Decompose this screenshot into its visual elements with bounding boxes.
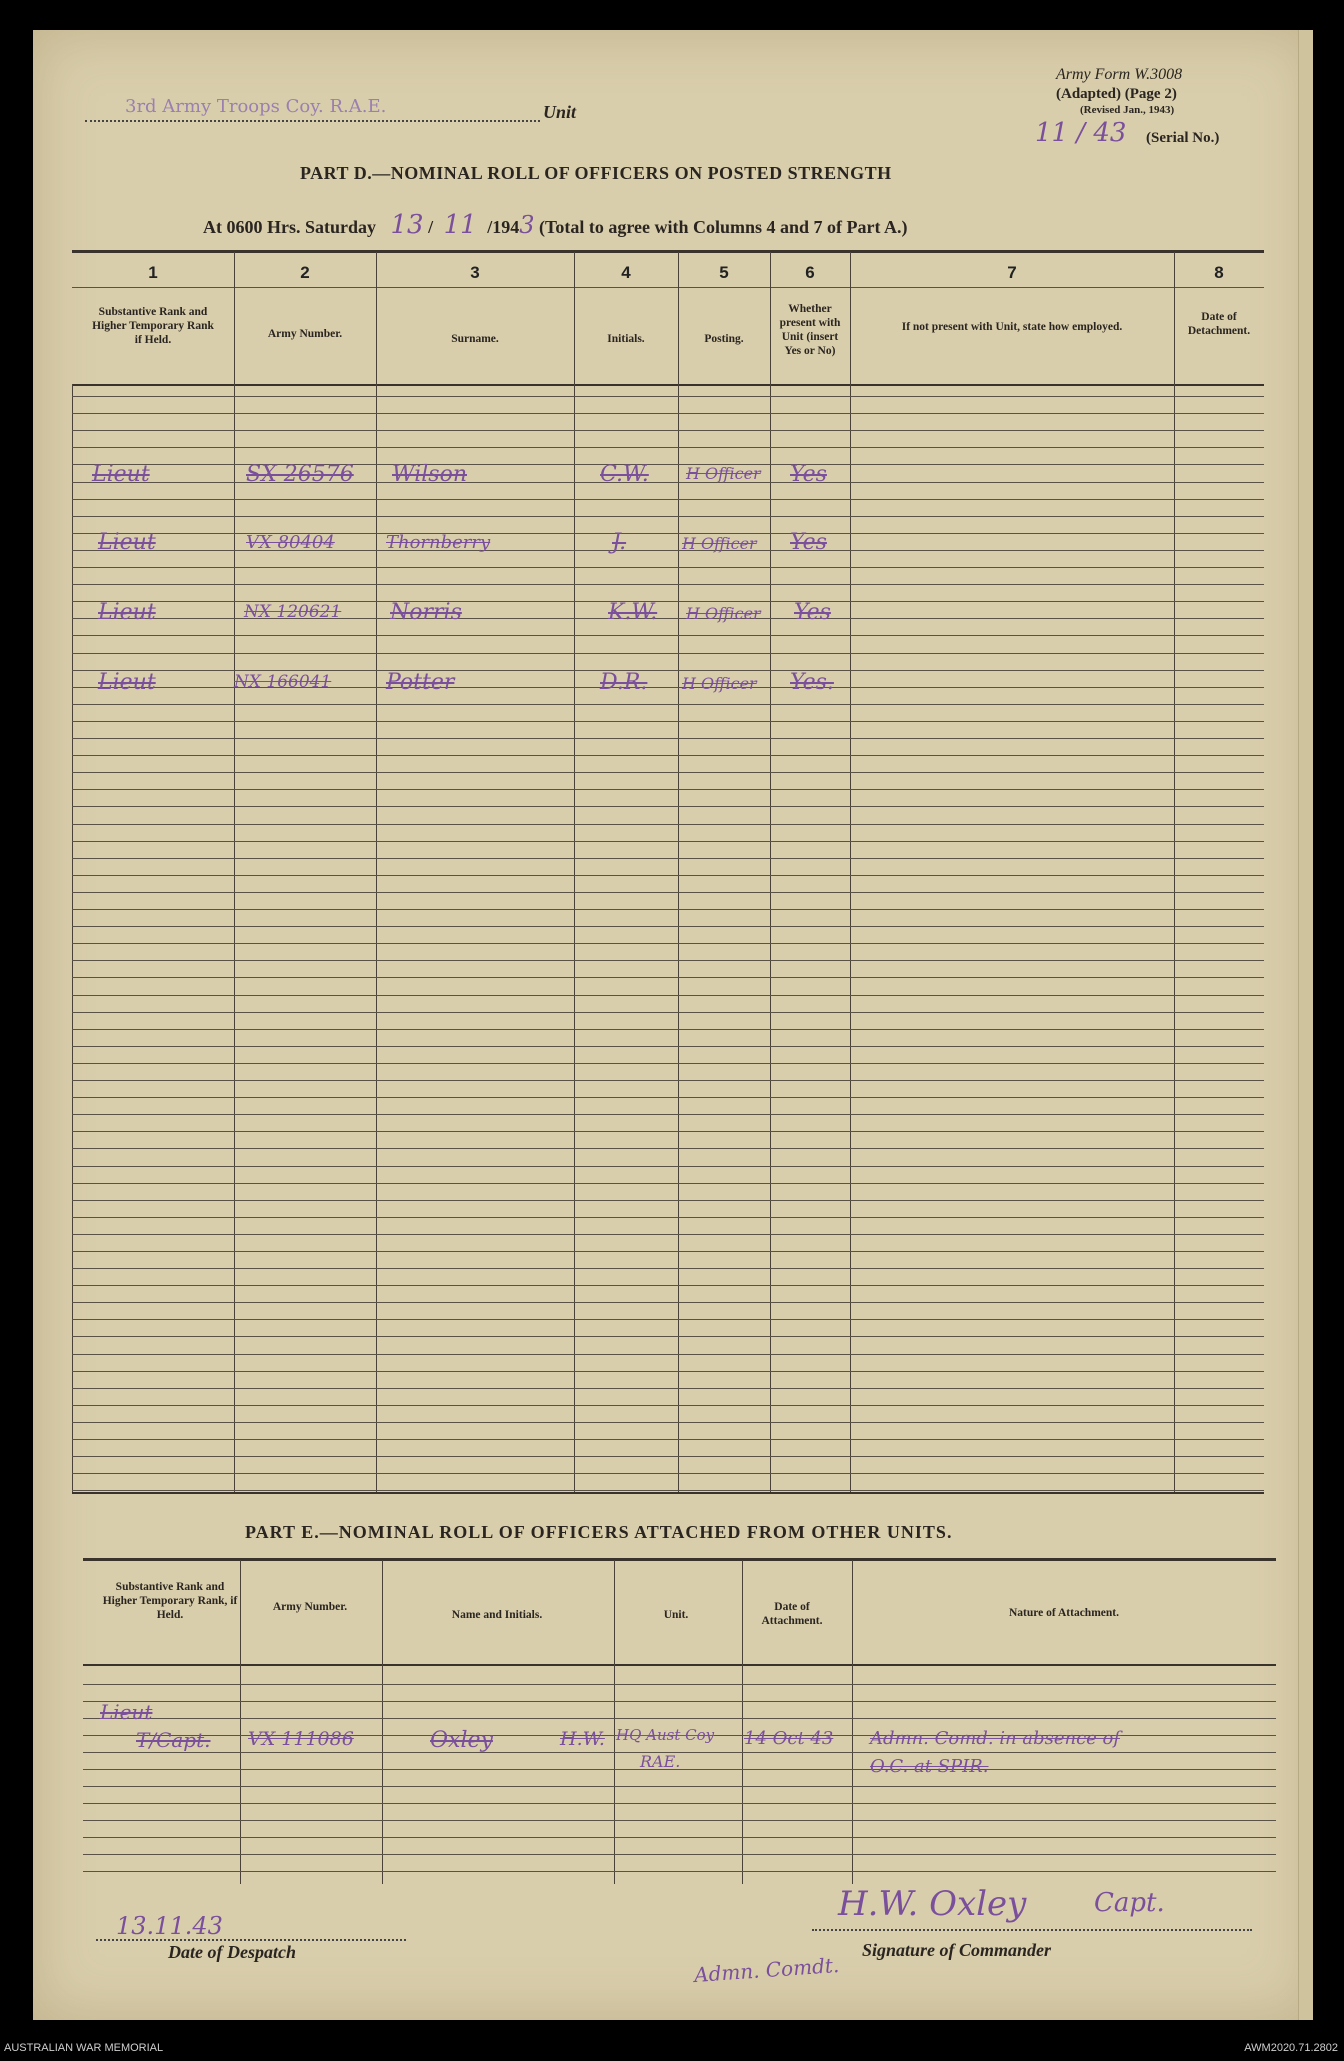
part-d-row-rule (72, 858, 1264, 859)
row2-initials: J. (612, 530, 627, 555)
e-head-unit: Unit. (663, 1609, 689, 1621)
date-year-hand: 3 (519, 211, 535, 239)
col-num-6: 6 (805, 263, 815, 282)
col-head-surname: Surname. (451, 333, 499, 345)
e-head-rank: Substantive Rank and Higher Temporary Rank, if Held. (102, 1581, 238, 1621)
part-d-column-rule (234, 252, 235, 1492)
part-d-row-rule (72, 1251, 1264, 1252)
col-head-army-number: Army Number. (267, 328, 343, 340)
row2-rank: Lieut (98, 530, 156, 555)
part-d-row-rule (72, 670, 1264, 671)
part-d-column-rule (574, 252, 575, 1492)
col-head-present: Whether present with Unit (insert Yes or No) (779, 303, 841, 357)
part-d-row-rule (72, 1439, 1264, 1440)
col-head-posting: Posting. (704, 333, 744, 345)
part-d-row-rule (72, 567, 1264, 568)
e-name: Oxley (430, 1728, 493, 1753)
part-d-row-rule (72, 1422, 1264, 1423)
form-revised: (Revised Jan., 1943) (1080, 104, 1175, 116)
date-day: 13 (390, 210, 424, 240)
row3-posting: H Officer (686, 604, 761, 623)
part-d-row-rule (72, 1456, 1264, 1457)
e-head-name: Name and Initials. (451, 1609, 543, 1621)
row4-initials: D.R. (600, 670, 648, 695)
part-d-row-rule (72, 1268, 1264, 1269)
row2-surname: Thornberry (386, 532, 491, 553)
row3-present: Yes (794, 600, 831, 625)
part-d-row-rule (72, 430, 1264, 431)
part-d-row-rule (72, 909, 1264, 910)
e-date: 14 Oct 43 (744, 1728, 834, 1749)
part-d-row-rule (72, 447, 1264, 448)
part-d-row-rule (72, 1388, 1264, 1389)
date-sep-1: / (428, 217, 434, 237)
form-adapted: (Adapted) (Page 2) (1056, 86, 1177, 102)
date-month: 11 (443, 210, 477, 240)
part-d-row-rule (72, 584, 1264, 585)
part-d-row-rule (72, 1371, 1264, 1372)
part-d-row-rule (72, 1029, 1264, 1030)
part-d-column-rule (850, 252, 851, 1492)
part-d-row-rule (72, 1080, 1264, 1081)
despatch-dotted-line (96, 1925, 406, 1941)
col-num-4: 4 (621, 263, 631, 282)
row1-surname: Wilson (392, 462, 468, 487)
row1-present: Yes (790, 462, 827, 487)
col-num-7: 7 (1007, 263, 1017, 282)
unit-name: 3rd Army Troops Coy. R.A.E. (85, 96, 540, 122)
part-d-row-rule (72, 1097, 1264, 1098)
part-d-row-rule (72, 995, 1264, 996)
row1-initials: C.W. (600, 462, 649, 487)
archive-caption-right: AWM2020.71.2802 (1244, 2042, 1338, 2054)
serial-label: (Serial No.) (1146, 130, 1220, 146)
signature-rank: Capt. (1094, 1888, 1165, 1918)
e-nature-line1: Admn. Comd. in absence of (870, 1728, 1121, 1749)
part-d-row-rule (72, 1063, 1264, 1064)
date-sep-2: / (487, 217, 493, 237)
part-d-row-rule (72, 1336, 1264, 1337)
signature-label: Signature of Commander (862, 1940, 1052, 1960)
commander-signature: H.W. Oxley (838, 1884, 1027, 1924)
part-d-column-rule (770, 252, 771, 1492)
part-d-row-rule (72, 1217, 1264, 1218)
part-d-row-rule (72, 789, 1264, 790)
part-d-row-rule (72, 738, 1264, 739)
part-d-row-rule (72, 1319, 1264, 1320)
part-d-column-rule (376, 252, 377, 1492)
part-d-row-rule (72, 1354, 1264, 1355)
part-d-row-rule (72, 635, 1264, 636)
e-head-army-number: Army Number. (272, 1601, 348, 1613)
part-e-row-rule (83, 1871, 1276, 1872)
part-d-row-rule (72, 1490, 1264, 1491)
row1-posting: H Officer (686, 464, 761, 483)
part-d-title: PART D.—NOMINAL ROLL OF OFFICERS ON POSTED STRENGTH (300, 163, 892, 183)
row2-posting: H Officer (682, 534, 757, 553)
part-d-row-rule (72, 1234, 1264, 1235)
part-e-row-rule (83, 1786, 1276, 1787)
col-head-detachment: Date of Detachment. (1187, 311, 1251, 337)
row2-number: VX 80404 (246, 532, 335, 553)
part-d-row-rule (72, 516, 1264, 517)
part-d-row-rule (72, 721, 1264, 722)
col-num-8: 8 (1214, 263, 1224, 282)
part-d-column-rule (1174, 252, 1175, 1492)
col-num-5: 5 (719, 263, 729, 282)
part-d-row-rule (72, 772, 1264, 773)
part-d-row-rule (72, 1046, 1264, 1047)
col-num-2: 2 (300, 263, 310, 282)
despatch-label: Date of Despatch (168, 1942, 296, 1962)
part-d-row-rule (72, 1114, 1264, 1115)
row3-rank: Lieut (98, 600, 156, 625)
col-head-how-employed: If not present with Unit, state how employed. (901, 321, 1123, 333)
row3-number: NX 120621 (244, 602, 342, 622)
part-e-column-rule (614, 1560, 615, 1884)
part-d-row-rule (72, 926, 1264, 927)
e-rank-line2: T/Capt. (136, 1728, 211, 1752)
e-unit-line1: HQ Aust Coy (616, 1726, 715, 1744)
part-e-row-rule (83, 1854, 1276, 1855)
e-head-nature: Nature of Attachment. (1009, 1607, 1119, 1619)
e-unit-line2: RAE. (640, 1752, 681, 1771)
signature-dotted-line (812, 1915, 1252, 1931)
part-d-row-rule (72, 1131, 1264, 1132)
e-head-date: Date of Attachment. (761, 1601, 823, 1627)
row3-initials: K.W. (608, 600, 658, 625)
part-d-bottom-rule (72, 1492, 1264, 1494)
col-num-1: 1 (148, 263, 158, 282)
part-d-row-rule (72, 806, 1264, 807)
part-e-title: PART E.—NOMINAL ROLL OF OFFICERS ATTACHED FROM OTHER UNITS. (245, 1522, 953, 1542)
e-number: VX 111086 (248, 1728, 354, 1750)
row4-surname: Potter (386, 670, 455, 695)
date-suffix: (Total to agree with Columns 4 and 7 of Part A.) (539, 217, 908, 237)
col-head-rank: Substantive Rank and Higher Temporary Rank if Held. (92, 306, 214, 346)
part-d-row-rule (72, 1148, 1264, 1149)
part-e-row-rule (83, 1837, 1276, 1838)
signature-note: Admn. Comdt. (693, 1952, 840, 1988)
part-d-row-rule (72, 1200, 1264, 1201)
part-d-row-rule (72, 1473, 1264, 1474)
part-d-date-line (203, 210, 908, 240)
col-head-initials: Initials. (607, 333, 645, 345)
despatch-date: 13.11.43 (116, 1912, 223, 1940)
part-d-row-rule (72, 875, 1264, 876)
part-d-row-rule (72, 1285, 1264, 1286)
row4-rank: Lieut (98, 670, 156, 695)
e-initials: H.W. (560, 1728, 605, 1750)
col-num-3: 3 (470, 263, 480, 282)
form-name: Army Form W.3008 (1056, 66, 1183, 83)
row4-number: NX 166041 (234, 672, 332, 692)
part-d-row-rule (72, 396, 1264, 397)
part-e-row-rule (83, 1718, 1276, 1719)
part-d-row-rule (72, 1302, 1264, 1303)
row1-rank: Lieut (92, 462, 150, 487)
part-d-row-rule (72, 1012, 1264, 1013)
part-d-row-rule (72, 1183, 1264, 1184)
part-e-row-rule (83, 1820, 1276, 1821)
part-e-column-rule (240, 1560, 241, 1884)
part-e-column-rule (852, 1560, 853, 1884)
part-d-row-rule (72, 755, 1264, 756)
unit-label: Unit (543, 102, 577, 122)
part-d-row-rule (72, 977, 1264, 978)
part-d-row-rule (72, 943, 1264, 944)
part-d-row-rule (72, 499, 1264, 500)
part-d-row-rule (72, 892, 1264, 893)
part-e-row-rule (83, 1701, 1276, 1702)
row2-present: Yes (790, 530, 827, 555)
row4-present: Yes. (790, 670, 834, 695)
part-e-column-rule (382, 1560, 383, 1884)
row4-posting: H Officer (682, 674, 757, 693)
row1-number: SX 26576 (246, 462, 354, 487)
date-prefix: At 0600 Hrs. Saturday (203, 217, 377, 237)
part-d-row-rule (72, 704, 1264, 705)
part-d-row-rule (72, 841, 1264, 842)
part-e-row-rule (83, 1684, 1276, 1685)
part-d-row-rule (72, 653, 1264, 654)
part-d-row-rule (72, 413, 1264, 414)
e-nature-line2: O.C. at SPIR. (870, 1756, 989, 1777)
serial-value: 11 / 43 (1035, 118, 1127, 148)
row3-surname: Norris (390, 600, 462, 625)
part-d-row-rule (72, 1166, 1264, 1167)
part-d-row-rule (72, 1405, 1264, 1406)
part-e-row-rule (83, 1803, 1276, 1804)
date-year-printed: 194 (492, 217, 520, 237)
part-e-column-rule (742, 1560, 743, 1884)
archive-caption-left: AUSTRALIAN WAR MEMORIAL (4, 2042, 164, 2054)
part-d-column-rule (678, 252, 679, 1492)
e-rank-line1: Lieut (100, 1700, 153, 1724)
part-d-row-rule (72, 960, 1264, 961)
part-d-row-rule (72, 824, 1264, 825)
